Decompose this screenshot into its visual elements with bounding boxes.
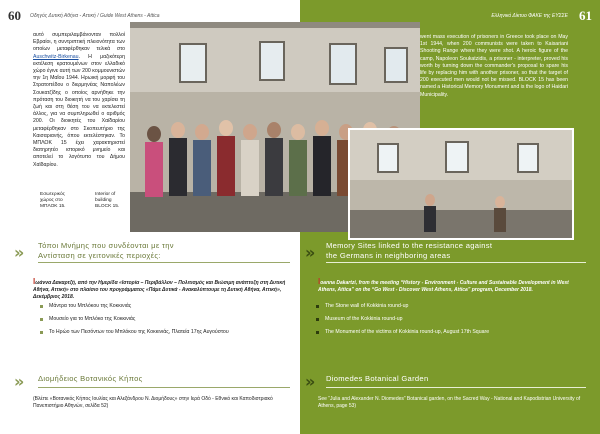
list-item [316,313,489,326]
bullet-icon [40,331,43,334]
right-reference-initial: I [318,277,321,286]
left-memory-title-line1: Τόποι Μνήμης που συνδέονται με την [38,241,174,250]
right-page-number: 61 [579,8,592,23]
left-footnote: (Βλέπε «Βοτανικός Κήπος Ιουλίας και Αλεξάνδρου Ν. Διομήδους» στην Ιερά Οδό - Εθνικό και Καποδιστριακό Πανεπιστήμιο Αθηνών, σελίδα 52) [33,396,273,409]
list-item-label: The Monument of the victims of Kokkinia round-up, August 17th Square [325,329,490,335]
list-item-label: Museum of the Kokkinia round-up [325,316,403,322]
list-item [316,300,489,313]
chevron-right-icon: » [14,372,25,391]
chevron-right-icon: » [305,372,316,391]
left-body-text-part1: αυτό συμπεριλαμβάνονταν πολλοί Εβραίοι, η συντριπτική πλειονότητα των οποίων μεταφέρθηκαν τελικά στο [33,32,125,53]
left-section-divider [38,262,290,263]
right-footnote: See “Julia and Alexander N. Diomedes” Botanical garden, on the Sacred Way - National and Kapodistrian University of Athens, page 53) [318,396,581,409]
right-botanical-title: Diomedes Botanical Garden [326,374,429,383]
left-reference [33,278,288,301]
list-item [40,326,229,339]
bullet-icon [40,318,43,321]
bullet-icon [316,318,319,321]
left-reference-initial: Ι [33,277,36,286]
left-bullet-list [40,300,229,339]
empty-interior-photo [348,128,574,240]
right-bullet-list [316,300,489,339]
list-item-label: Μουσείο για το Μπλόκο της Κοκκινιάς [49,316,136,322]
left-body-text-part2: . Η μαζικότερη εκτέλεση κρατουμένων στον ελλαδικό χώρο έγινε αυτή των 200 κομμουνιστών την 1η Μαΐου 1944. Ηρωική μορφή του Στρατοπέδου ο διερμηνέας Ναπολέων Σουκατζίδης ο οποίος αρνήθηκε την πρόταση του διοικητή να του χαρίσει τη ζωή και στη θέση του να εκτελεστεί άλλος, για να συμπληρωθεί ο αριθμός 200. Οι διοικητές του Χαϊδαρίου μεταφέρθηκαν στο Σκοπευτήριο της Καισαριανής, όπου εκτελέστηκαν. Το ΜΠΛΟΚ 15 έχει χαρακτηριστεί διατηρητέο ιστορικό μνημείο και αποτελεί το λογότυπο του Δήμου Χαϊδαρίου. [33,53,125,168]
left-botanical-divider [38,387,290,388]
caption-english: Interior of building BLOCK 15. [95,192,120,209]
right-running-head: Ελληνικό Δίκτυο ΦΑΚΕ της ΕΥΣΣΕ [491,13,568,19]
right-reference-text: oanna Dakartzi, from the meeting “History - Environment - Culture and Sustainable Development in West Athens, Attica” on the “Go West - Discover West Athens, Attica” program, December 2018. [318,280,569,293]
chevron-right-icon: » [305,243,316,262]
right-body-text: went mass execution of prisoners in Greece took place on May 1st 1944, when 200 communists were taken to Kaisariani Shooting Range where they were shot. A heroic figure of the camp, Napoleon Soukatzidis, a prisoner - interpreter, proved his worth by turning down the commander's proposal to spare his life by replacing him with another prisoner, so that the target of 200 executed men would not be missed. BLOCK 15 has been named a Historical Memory Monument and is the logo of Haidari Municipality. [420,34,568,98]
list-item-label: Μάντρα του Μπλόκου της Κοκκινιάς [49,303,132,309]
bullet-icon [316,331,319,334]
caption-greek: Εσωτερικός χώρος στο ΜΠΛΟΚ 15. [40,192,66,209]
auschwitz-link[interactable]: Auschwitz-Birkenau [33,53,79,60]
left-page-number: 60 [8,8,21,23]
left-reference-text: ωάννα Δακαρτζή, από την Ημερίδα «Ιστορία – Περιβάλλον – Πολιτισμός και Βιώσιμη ανάπτυξη στη Δυτική Αθήνα, Αττική» στο πλαίσιο του προγράμματος «Πάμε Δυτικά - Ανακαλύπτουμε τη Δυτική Αθήνα, Αττική», Δεκέμβριος 2018. [33,280,286,300]
list-item [40,313,229,326]
list-item-label: Το Ηρώο των Πεσόντων του Μπλόκου της Κοκκινιάς, Πλατεία 17ης Αυγούστου [49,329,229,335]
list-item-label: The Stone wall of Kokkinia round-up [325,303,409,309]
left-running-head: Οδηγός Δυτική Αθήνα - Αττική / Guide West Athens - Attica [30,13,160,19]
left-body-text [33,32,125,169]
right-reference [318,278,583,294]
right-botanical-divider [326,387,586,388]
chevron-right-icon: » [14,243,25,262]
bullet-icon [40,305,43,308]
right-section-divider [326,262,586,263]
bullet-icon [316,305,319,308]
right-memory-title-line2: the Germans in neighboring areas [326,251,451,260]
list-item [40,300,229,313]
right-memory-title-line1: Memory Sites linked to the resistance against [326,241,493,250]
left-memory-title-line2: Αντίσταση σε γειτονικές περιοχές: [38,251,161,260]
left-botanical-title: Διομήδειος Βοτανικός Κήπος [38,374,143,383]
list-item [316,326,489,339]
